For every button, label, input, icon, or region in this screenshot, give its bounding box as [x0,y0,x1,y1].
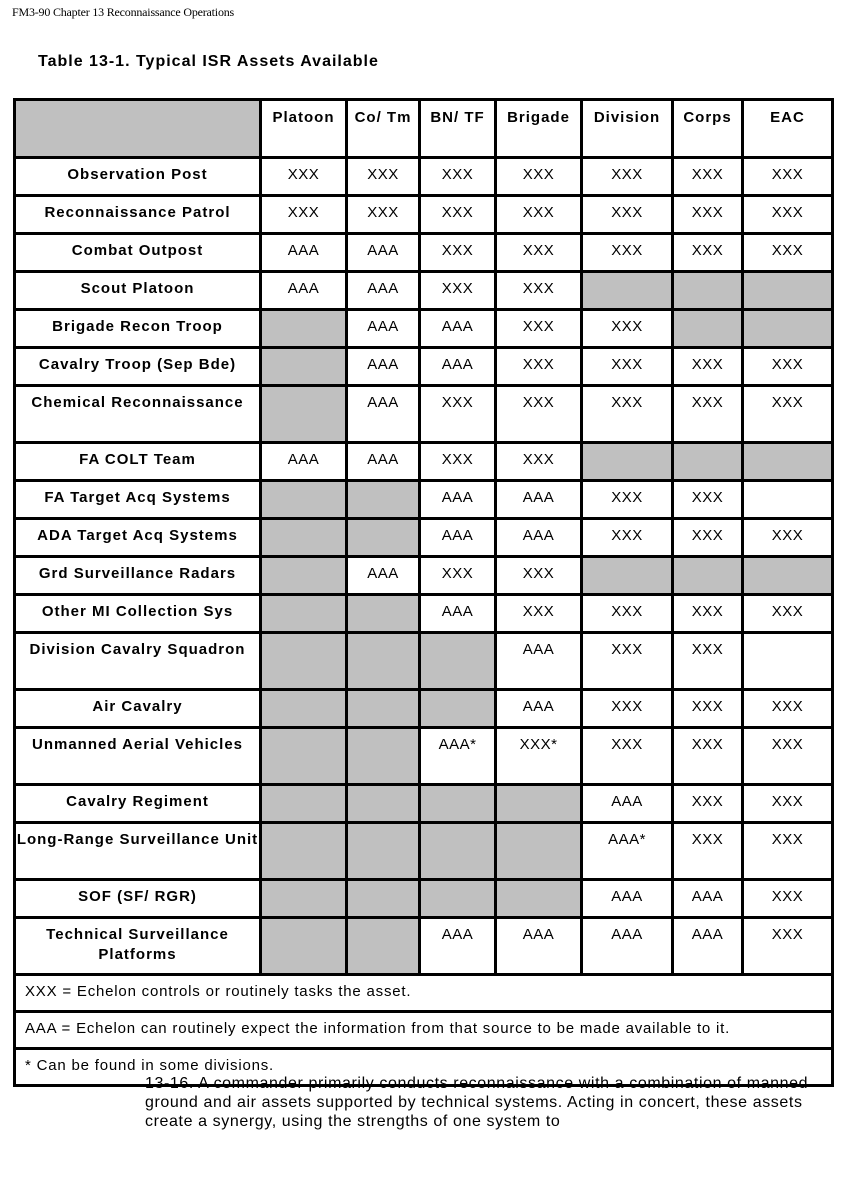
value-cell: XXX [582,690,673,728]
shaded-cell [743,443,833,481]
value-cell: AAA [420,310,496,348]
shaded-cell [673,310,743,348]
body-paragraph [145,1074,825,1131]
value-cell: XXX [743,785,833,823]
row-label: Grd Surveillance Radars [15,557,261,595]
value-cell: XXX [347,196,420,234]
row-label: Unmanned Aerial Vehicles [15,728,261,785]
shaded-cell [347,880,420,918]
row-label: Cavalry Troop (Sep Bde) [15,348,261,386]
value-cell: AAA [261,443,347,481]
value-cell: XXX [496,234,582,272]
shaded-cell [347,690,420,728]
shaded-cell [496,785,582,823]
value-cell: XXX [420,443,496,481]
value-cell: XXX [743,348,833,386]
value-cell: XXX [496,386,582,443]
value-cell: AAA [496,690,582,728]
table-body [15,158,833,975]
shaded-cell [420,785,496,823]
shaded-cell [261,519,347,557]
value-cell: XXX [743,918,833,975]
shaded-cell [261,785,347,823]
value-cell: AAA [347,348,420,386]
shaded-cell [261,310,347,348]
value-cell: XXX [743,519,833,557]
shaded-cell [261,481,347,519]
shaded-cell [261,557,347,595]
value-cell: AAA [347,557,420,595]
row-label: Technical Surveillance Platforms [15,918,261,975]
value-cell: XXX [673,158,743,196]
row-label: FA COLT Team [15,443,261,481]
table-row [15,272,833,310]
value-cell: XXX [582,519,673,557]
value-cell: AAA [347,443,420,481]
value-cell: XXX [743,880,833,918]
shaded-cell [743,310,833,348]
value-cell: XXX [673,595,743,633]
value-cell: XXX [496,158,582,196]
value-cell: XXX [743,690,833,728]
value-cell: XXX [347,158,420,196]
value-cell: XXX [582,481,673,519]
shaded-cell [347,481,420,519]
legend-asterisk: * Can be found in some divisions. [15,1049,833,1086]
column-header: Corps [673,100,743,158]
value-cell: XXX [420,196,496,234]
shaded-cell [347,918,420,975]
value-cell: XXX [420,234,496,272]
isr-assets-table [13,98,834,1087]
column-header: BN/ TF [420,100,496,158]
value-cell: XXX [496,348,582,386]
row-label: FA Target Acq Systems [15,481,261,519]
shaded-cell [347,728,420,785]
shaded-cell [582,557,673,595]
legend-row [15,1012,833,1049]
running-header: FM3-90 Chapter 13 Reconnaissance Operations [12,5,235,19]
row-label: Observation Post [15,158,261,196]
table-row [15,386,833,443]
value-cell: XXX [673,196,743,234]
table-row [15,481,833,519]
shaded-cell [743,557,833,595]
value-cell: AAA [496,918,582,975]
value-cell: XXX [496,557,582,595]
value-cell: XXX [582,158,673,196]
value-cell: AAA [582,880,673,918]
row-label: Combat Outpost [15,234,261,272]
table-row [15,196,833,234]
value-cell: XXX [582,595,673,633]
value-cell: XXX [673,386,743,443]
row-label: Air Cavalry [15,690,261,728]
table-row [15,728,833,785]
table-row [15,785,833,823]
value-cell: XXX* [496,728,582,785]
value-cell: XXX [743,158,833,196]
value-cell: XXX [582,633,673,690]
table-row [15,234,833,272]
value-cell: AAA [347,310,420,348]
shaded-cell [673,557,743,595]
shaded-cell [420,880,496,918]
value-cell: XXX [582,196,673,234]
shaded-cell [261,918,347,975]
value-cell: XXX [420,386,496,443]
value-cell: AAA [582,785,673,823]
value-cell: XXX [743,823,833,880]
value-cell: XXX [743,728,833,785]
value-cell: XXX [496,443,582,481]
row-label: SOF (SF/ RGR) [15,880,261,918]
value-cell: AAA* [420,728,496,785]
shaded-cell [582,272,673,310]
table-row [15,918,833,975]
table-row [15,823,833,880]
column-header: EAC [743,100,833,158]
value-cell: AAA [261,234,347,272]
value-cell: AAA [420,481,496,519]
value-cell: AAA [420,918,496,975]
value-cell: AAA [261,272,347,310]
table-row [15,443,833,481]
shaded-cell [261,880,347,918]
legend-aaa: AAA = Echelon can routinely expect the information from that source to be made available to it. [15,1012,833,1049]
table-row [15,690,833,728]
value-cell: XXX [673,728,743,785]
column-header: Division [582,100,673,158]
value-cell: XXX [420,272,496,310]
shaded-cell [261,595,347,633]
column-header: Brigade [496,100,582,158]
table-row [15,880,833,918]
value-cell: AAA [347,272,420,310]
row-label: ADA Target Acq Systems [15,519,261,557]
value-cell: XXX [743,234,833,272]
header-corner-cell [15,100,261,158]
value-cell: XXX [582,234,673,272]
value-cell: AAA [496,519,582,557]
table-title: Table 13-1. Typical ISR Assets Available [38,53,379,70]
shaded-cell [420,633,496,690]
value-cell: XXX [743,196,833,234]
value-cell: XXX [743,386,833,443]
value-cell: AAA [347,386,420,443]
value-cell: AAA [420,595,496,633]
value-cell: XXX [496,310,582,348]
shaded-cell [261,823,347,880]
value-cell: XXX [420,557,496,595]
shaded-cell [347,785,420,823]
value-cell: AAA [582,918,673,975]
shaded-cell [347,633,420,690]
table-row [15,557,833,595]
value-cell: AAA [420,348,496,386]
value-cell [743,633,833,690]
table-row [15,348,833,386]
table-row [15,633,833,690]
value-cell: AAA [496,481,582,519]
value-cell [743,481,833,519]
row-label: Division Cavalry Squadron [15,633,261,690]
legend-xxx: XXX = Echelon controls or routinely tasks the asset. [15,975,833,1012]
value-cell: XXX [673,633,743,690]
row-label: Other MI Collection Sys [15,595,261,633]
value-cell: XXX [496,595,582,633]
value-cell: XXX [673,519,743,557]
value-cell: XXX [261,196,347,234]
shaded-cell [347,595,420,633]
table-row [15,595,833,633]
value-cell: XXX [496,272,582,310]
table-row [15,519,833,557]
value-cell: AAA [673,918,743,975]
shaded-cell [420,823,496,880]
shaded-cell [261,728,347,785]
value-cell: XXX [673,234,743,272]
value-cell: XXX [582,386,673,443]
paragraph-text: 13-16. A commander primarily conducts reconnaissance with a combination of manned ground and air assets supported by technical systems. Acting in concert, these assets create a synergy, using the strengths of one system to [145,1075,809,1130]
shaded-cell [347,823,420,880]
column-header: Platoon [261,100,347,158]
table-row [15,310,833,348]
value-cell: XXX [743,595,833,633]
table-header-row [15,100,833,158]
value-cell: XXX [673,348,743,386]
value-cell: XXX [582,310,673,348]
row-label: Reconnaissance Patrol [15,196,261,234]
value-cell: XXX [673,481,743,519]
table-row [15,158,833,196]
row-label: Chemical Reconnaissance [15,386,261,443]
shaded-cell [261,690,347,728]
value-cell: AAA [673,880,743,918]
shaded-cell [261,633,347,690]
row-label: Scout Platoon [15,272,261,310]
row-label: Cavalry Regiment [15,785,261,823]
value-cell: XXX [673,785,743,823]
value-cell: AAA [347,234,420,272]
shaded-cell [496,880,582,918]
shaded-cell [673,443,743,481]
value-cell: XXX [673,690,743,728]
value-cell: XXX [673,823,743,880]
shaded-cell [420,690,496,728]
row-label: Brigade Recon Troop [15,310,261,348]
value-cell: XXX [582,348,673,386]
value-cell: AAA* [582,823,673,880]
shaded-cell [743,272,833,310]
shaded-cell [261,386,347,443]
value-cell: AAA [420,519,496,557]
value-cell: XXX [496,196,582,234]
shaded-cell [261,348,347,386]
shaded-cell [496,823,582,880]
value-cell: XXX [582,728,673,785]
shaded-cell [347,519,420,557]
value-cell: XXX [420,158,496,196]
value-cell: XXX [261,158,347,196]
shaded-cell [582,443,673,481]
column-header: Co/ Tm [347,100,420,158]
legend-row [15,975,833,1012]
value-cell: AAA [496,633,582,690]
shaded-cell [673,272,743,310]
row-label: Long-Range Surveillance Unit [15,823,261,880]
